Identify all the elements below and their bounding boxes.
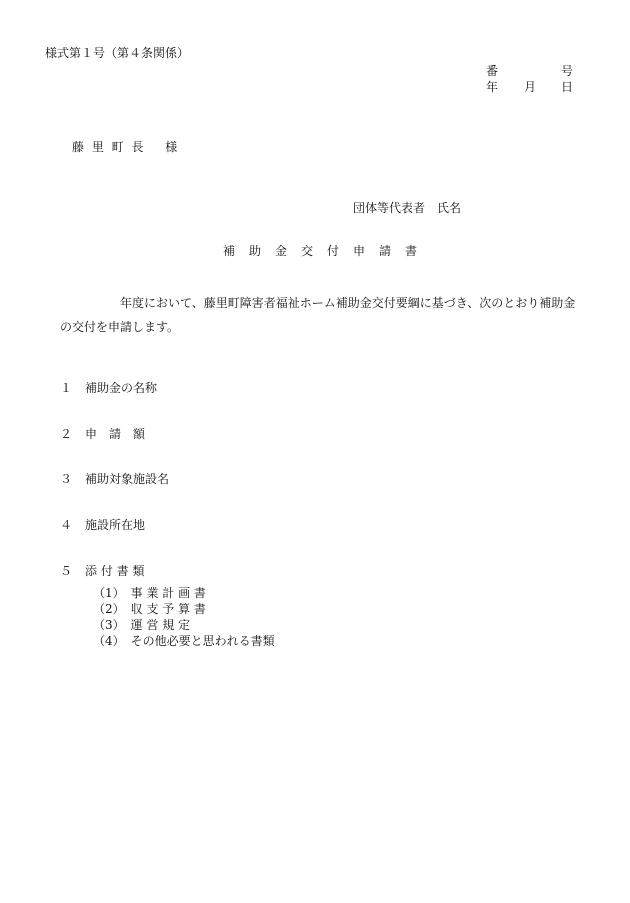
document-number-label: 番: [486, 64, 499, 78]
document-title: 補 助 金 交 付 申 請 書: [223, 244, 419, 258]
date-year-label: 年: [486, 80, 499, 94]
date-month-label: 月: [524, 80, 537, 94]
attachment-budget: （2） 収 支 予 算 書: [93, 602, 206, 616]
addressee: 藤 里 町 長 様: [72, 140, 180, 154]
item-label: 補助対象施設名: [85, 472, 170, 486]
item-label: 添 付 書 類: [85, 564, 145, 578]
attachment-rules: （3） 運 営 規 定: [93, 618, 191, 632]
item-number: ５: [60, 564, 73, 578]
item-number: １: [60, 381, 73, 395]
item-number: ３: [60, 472, 73, 486]
item-label: 申 請 額: [85, 427, 146, 441]
item-application-amount: [60, 427, 145, 443]
attachment-business-plan: （1） 事 業 計 画 書: [93, 586, 206, 600]
form-number-label: 様式第１号（第４条関係）: [45, 46, 190, 60]
representative-name-label: 団体等代表者 氏名: [353, 201, 462, 215]
item-attached-documents: [60, 564, 144, 580]
item-facility-name: [60, 472, 169, 488]
date-day-label: 日: [561, 80, 574, 94]
item-label: 施設所在地: [85, 518, 146, 532]
document-number-suffix: 号: [561, 64, 574, 78]
item-label: 補助金の名称: [85, 381, 158, 395]
application-body-text: 年度において、藤里町障害者福祉ホーム補助金交付要綱に基づき、次のとおり補助金の交付を申請します。: [60, 296, 576, 334]
item-number: ２: [60, 427, 73, 441]
item-number: ４: [60, 518, 73, 532]
item-facility-location: [60, 518, 145, 534]
item-subsidy-name: [60, 381, 157, 397]
attachment-other: （4） その他必要と思われる書類: [93, 634, 275, 648]
